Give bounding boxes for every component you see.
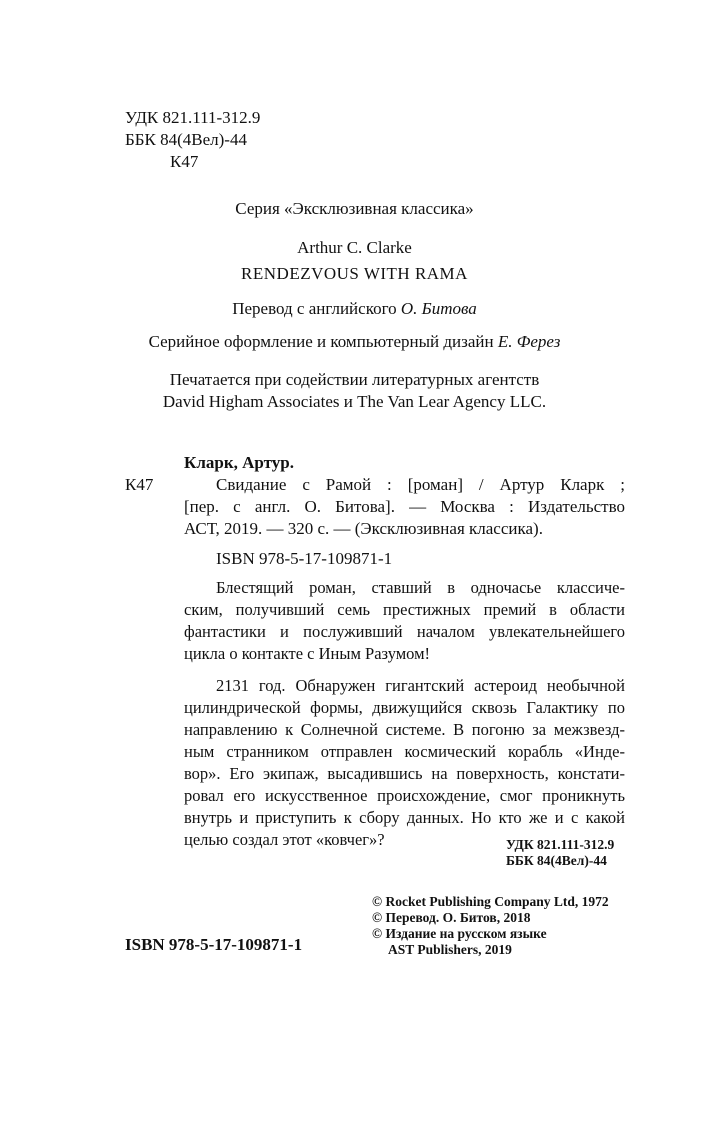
annotation-line: цикла о контакте с Иным Разумом! bbox=[184, 644, 431, 663]
agency-line-1: Печатается при содействии литературных агентств bbox=[169, 370, 540, 389]
annotation-line: ским, получивший семь престижных премий в области bbox=[184, 600, 625, 619]
bbk-code: ББК 84(4Вел)-44 bbox=[125, 130, 247, 149]
series-line: Серия «Эксклюзивная классика» bbox=[235, 199, 474, 218]
catalog-isbn: ISBN 978-5-17-109871-1 bbox=[216, 549, 393, 568]
annotation-paragraph-2 bbox=[184, 675, 625, 851]
annotation-line: вор». Его экипаж, высадившись на поверхность, констати- bbox=[184, 764, 625, 783]
translation-prefix: Перевод с английского bbox=[232, 299, 397, 318]
catalog-heading: Кларк, Артур. bbox=[184, 453, 294, 472]
bottom-udk-code: УДК 821.111-312.9 bbox=[506, 837, 615, 852]
udk-code: УДК 821.111-312.9 bbox=[125, 108, 261, 127]
design-prefix: Серийное оформление и компьютерный дизайн bbox=[148, 332, 494, 351]
translator-name: О. Битова bbox=[400, 299, 477, 318]
design-line bbox=[0, 331, 709, 353]
annotation-line: ровал его искусственное происхождение, смог проникнуть bbox=[184, 786, 625, 805]
annotation-line: фантастики и послуживший началом увлекательнейшего bbox=[184, 622, 625, 641]
annotation-line: цилиндрической формы, движущийся сквозь Галактику по bbox=[184, 698, 625, 717]
original-title: RENDEZVOUS WITH RAMA bbox=[241, 264, 468, 283]
copyright-line-4: AST Publishers, 2019 bbox=[388, 942, 512, 957]
copyright-line-3: © Издание на русском языке bbox=[372, 926, 547, 941]
annotation-line: 2131 год. Обнаружен гигантский астероид необычной bbox=[216, 676, 625, 695]
annotation-line: Блестящий роман, ставший в одночасье классиче- bbox=[216, 578, 625, 597]
designer-name: Е. Ферез bbox=[497, 332, 561, 351]
annotation-line: целью создал этот «ковчег»? bbox=[184, 830, 385, 849]
original-author: Arthur C. Clarke bbox=[297, 238, 412, 257]
copyright-line-2: © Перевод. О. Битов, 2018 bbox=[372, 910, 531, 925]
copyright-line-1: © Rocket Publishing Company Ltd, 1972 bbox=[372, 894, 609, 909]
catalog-mark: К47 bbox=[125, 475, 154, 494]
annotation-paragraph-1 bbox=[184, 577, 625, 665]
bottom-bbk-code: ББК 84(4Вел)-44 bbox=[506, 853, 607, 868]
annotation-line: внутрь и приступить к сбору данных. Но кто же и с какой bbox=[184, 808, 625, 827]
translation-line bbox=[0, 298, 709, 320]
catalog-line-2: [пер. с англ. О. Битова]. — Москва : Издательство bbox=[184, 497, 625, 516]
catalog-line-1: Свидание с Рамой : [роман] / Артур Кларк ; bbox=[216, 475, 625, 494]
catalog-line-3: АСТ, 2019. — 320 с. — (Эксклюзивная классика). bbox=[184, 519, 543, 538]
author-mark: К47 bbox=[170, 152, 199, 171]
agency-line-2: David Higham Associates и The Van Lear Agency LLC. bbox=[162, 392, 547, 411]
isbn-large: ISBN 978-5-17-109871-1 bbox=[125, 935, 303, 954]
annotation-line: направлению к Солнечной системе. В погоню за межзвезд- bbox=[184, 720, 625, 739]
annotation-line: ным странником отправлен космический корабль «Инде- bbox=[184, 742, 625, 761]
